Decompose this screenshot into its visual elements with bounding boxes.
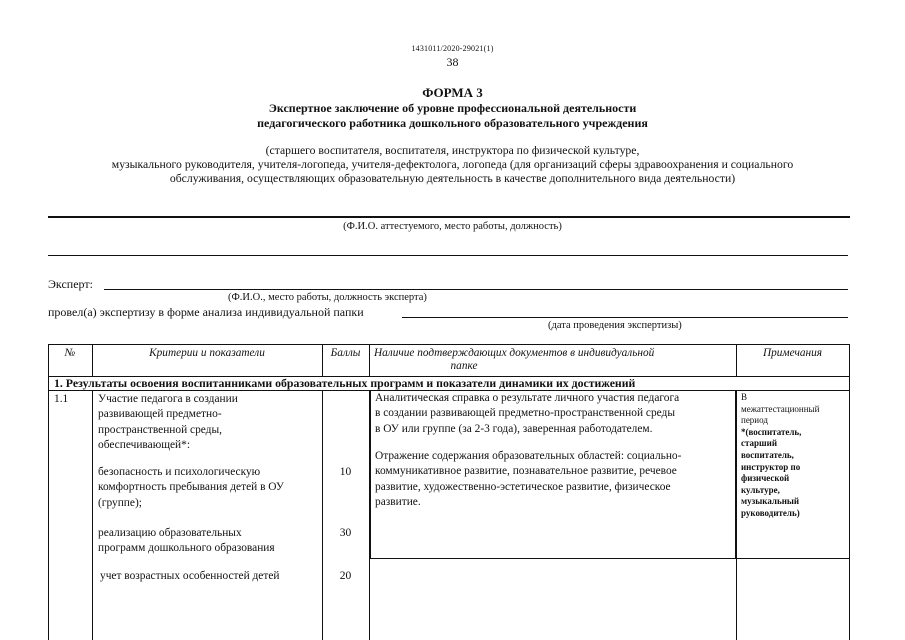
criteria-intro-line: развивающей предметно- (98, 408, 222, 421)
form-title: ФОРМА 3 (422, 85, 483, 100)
col-border-4 (736, 390, 737, 640)
row-number: 1.1 (54, 393, 69, 405)
docs-cell-bottom (370, 558, 736, 559)
points-programs: 30 (339, 527, 352, 539)
form-subtitle-line2: педагогического работника дошкольного образовательного учреждения (257, 116, 648, 130)
expert-caption: (Ф.И.О., место работы, должность эксперта) (228, 292, 427, 303)
roles-line1: (старшего воспитателя, воспитателя, инструктора по физической культуре, (265, 144, 640, 157)
docs-line: в создании развивающей предметно-пространственной среды (375, 407, 675, 420)
document-code: 1431011/2020-29021(1) (411, 44, 494, 53)
table-top-border (48, 344, 850, 345)
docs-line: коммуникативное развитие, познавательное развитие, речевое (375, 465, 677, 478)
notes-bold-line: культуре, (741, 484, 780, 495)
criteria-item-line: учет возрастных особенностей детей (100, 570, 280, 582)
header-docs-line1: Наличие подтверждающих документов в индивидуальной (374, 347, 655, 359)
table-left-border (48, 344, 49, 640)
page-number: 38 (446, 55, 459, 69)
expert-line (104, 289, 848, 290)
header-num: № (64, 347, 76, 359)
header-docs (374, 347, 734, 373)
notes-bold-line: инструктор по (741, 461, 801, 472)
criteria-intro-line: пространственной среды, (98, 423, 222, 436)
criteria-intro-line: Участие педагога в создании (98, 393, 238, 405)
col-border-3-header (369, 344, 370, 376)
notes-line: В (741, 392, 748, 402)
docs-line: развитие. (375, 495, 421, 508)
criteria-item-line: программ дошкольного образования (98, 542, 275, 555)
header-docs-line2: папке (450, 360, 478, 372)
section-title: 1. Результаты освоения воспитанниками образовательных программ и показатели динамики их достижений (54, 376, 636, 390)
notes-bold-line: физической (741, 473, 790, 484)
notes-cell-bottom (737, 558, 849, 559)
criteria-item-line: (группе); (98, 496, 142, 509)
criteria-item-age (100, 569, 324, 584)
roles-line2: музыкального руководителя, учителя-логопеда, учителя-дефектолога, логопеда (для организаций сферы здравоохранения и социального (111, 158, 794, 171)
conducted-label: провел(а) экспертизу в форме анализа индивидуальной папки (48, 305, 364, 319)
notes-bold-line: *(воспитатель, (741, 426, 802, 437)
date-caption: (дата проведения экспертизы) (548, 320, 682, 331)
notes-cell (741, 392, 847, 520)
table-right-border (849, 344, 850, 640)
criteria-intro (98, 392, 320, 453)
docs-line: Отражение содержания образовательных областей: социально- (375, 450, 682, 462)
attestee-line (48, 216, 850, 218)
docs-paragraph-2 (375, 449, 735, 510)
notes-bold-line: руководитель) (741, 507, 800, 518)
notes-bold-line: воспитатель, (741, 449, 794, 460)
notes-line: межаттестационный (741, 403, 820, 414)
criteria-item-line: реализацию образовательных (98, 527, 242, 539)
notes-bold-line: музыкальный (741, 496, 800, 507)
points-age: 20 (339, 570, 352, 582)
docs-cell-left (370, 390, 371, 558)
header-notes: Примечания (762, 347, 823, 359)
points-safety: 10 (339, 466, 352, 478)
criteria-intro-line: обеспечивающей*: (98, 438, 191, 451)
docs-paragraph-1 (375, 391, 735, 437)
date-line (402, 317, 848, 318)
form-subtitle-line1: Экспертное заключение об уровне профессиональной деятельности (268, 101, 637, 115)
docs-cell-right (735, 390, 736, 558)
criteria-item-safety (98, 465, 322, 511)
criteria-item-programs (98, 526, 322, 557)
criteria-item-line: безопасность и психологическую (98, 466, 261, 478)
roles-line3: обслуживания, осуществляющих образовательную деятельность в качестве дополнительного вида деятельности) (169, 172, 736, 185)
header-criteria: Критерии и показатели (149, 347, 265, 359)
docs-line: Аналитическая справка о результате личного участия педагога (375, 392, 680, 404)
col-border-1 (92, 390, 93, 640)
attestee-caption: (Ф.И.О. аттестуемого, место работы, должность) (343, 221, 562, 232)
docs-line: развитие, художественно-эстетическое развитие, физическое (375, 480, 671, 493)
expert-label: Эксперт: (48, 277, 93, 291)
docs-line: в ОУ или группе (за 2-3 года), заверенная работодателем. (375, 422, 653, 435)
col-border-2 (322, 390, 323, 640)
notes-line: период (741, 415, 768, 426)
header-points: Баллы (330, 347, 361, 359)
criteria-item-line: комфортность пребывания детей в ОУ (98, 481, 284, 494)
notes-bold-line: старший (741, 438, 777, 449)
attestee-line-2 (48, 255, 848, 256)
